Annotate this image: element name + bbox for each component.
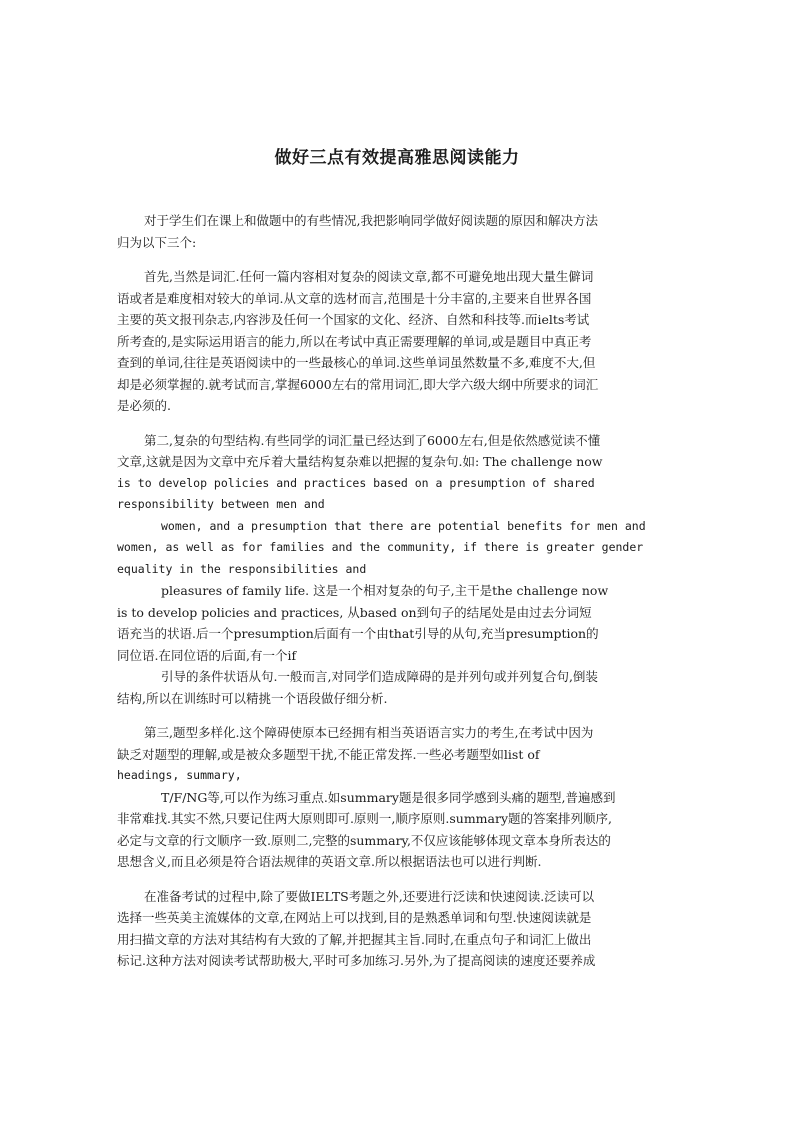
- text-line: is to develop policies and practices, 从based on到句子的结尾处是由过去分词短: [117, 604, 592, 620]
- text-line: 缺乏对题型的理解,或是被众多题型干扰,不能正常发挥.一些必考题型如list of: [117, 746, 540, 762]
- text-line: 是必须的.: [117, 398, 171, 413]
- text-line: 却是必须掌握的.就考试而言,掌握6000左右的常用词汇,即大学六级大纲中所要求的词汇: [117, 376, 599, 392]
- text-line: 所考查的,是实际运用语言的能力,所以在考试中真正需要理解的单词,或是题目中真正考: [117, 333, 592, 349]
- text-line: is to develop policies and practices based on a presumption of shared: [117, 475, 595, 490]
- text-line: 语充当的状语.后一个presumption后面有一个由that引导的从句,充当presumption的: [117, 626, 599, 641]
- text-line: 引导的条件状语从句.一般而言,对同学们造成障碍的是并列句或并列复合句,倒装: [161, 669, 598, 684]
- text-line: 归为以下三个:: [117, 234, 197, 250]
- document-title: 做好三点有效提高雅思阅读能力: [274, 148, 520, 168]
- text-line: 用扫描文章的方法对其结构有大致的了解,并把握其主旨.同时,在重点句子和词汇上做出: [117, 931, 592, 947]
- paragraph-vocabulary: [117, 266, 677, 417]
- paragraph-sentence-structure: [117, 430, 677, 710]
- text-line: headings, summary,: [117, 768, 242, 782]
- text-line: equality in the responsibilities and: [117, 561, 367, 576]
- text-line: 第三,题型多样化.这个障碍使原本已经拥有相当英语语言实力的考生,在考试中因为: [144, 725, 594, 740]
- text-line: 结构,所以在训练时可以精挑一个语段做仔细分析.: [117, 690, 388, 706]
- text-line: 首先,当然是词汇.任何一篇内容相对复杂的阅读文章,都不可避免地出现大量生僻词: [144, 269, 594, 284]
- text-line: 选择一些英美主流媒体的文章,在网站上可以找到,目的是熟悉单词和句型.快速阅读就是: [117, 910, 592, 925]
- paragraph-preparation: [117, 886, 677, 972]
- text-line: T/F/NG等,可以作为练习重点.如summary题是很多同学感到头痛的题型,普遍感到: [161, 789, 616, 805]
- text-line: 同位语.在同位语的后面,有一个if: [117, 647, 297, 663]
- text-line: 必定与文章的行文顺序一致.原则二,完整的summary,不仅应该能够体现文章本身所表达的: [117, 832, 611, 848]
- text-line: 标记.这种方法对阅读考试帮助极大,平时可多加练习.另外,为了提高阅读的速度还要养成: [117, 953, 596, 968]
- text-line: 思想含义,而且必须是符合语法规律的英语文章.所以根据语法也可以进行判断.: [117, 854, 542, 869]
- text-line: 第二,复杂的句型结构.有些同学的词汇量已经达到了6000左右,但是依然感觉读不懂: [144, 432, 601, 448]
- text-line: 对于学生们在课上和做题中的有些情况,我把影响同学做好阅读题的原因和解决方法: [144, 213, 598, 228]
- text-line: 文章,这就是因为文章中充斥着大量结构复杂难以把握的复杂句.如: The challenge now: [117, 454, 603, 469]
- text-line: 主要的英文报刊杂志,内容涉及任何一个国家的文化、经济、自然和科技等.而ielts考试: [117, 312, 590, 327]
- text-line: 在准备考试的过程中,除了要做IELTS考题之外,还要进行泛读和快速阅读.泛读可以: [144, 888, 595, 904]
- text-line: 查到的单词,往往是英语阅读中的一些最核心的单词.这些单词虽然数量不多,难度不大,但: [117, 355, 596, 370]
- text-line: pleasures of family life. 这是一个相对复杂的句子,主干是the challenge now: [161, 583, 609, 598]
- text-line: responsibility between men and: [117, 497, 325, 511]
- text-line: 非常难找.其实不然,只要记住两大原则即可.原则一,顺序原则.summary题的答案排列顺序,: [117, 811, 613, 826]
- text-line: women, as well as for families and the community, if there is greater gender: [117, 540, 644, 554]
- text-line: 语或者是难度相对较大的单词.从文章的选材而言,范围是十分丰富的,主要来自世界各国: [117, 290, 592, 306]
- paragraph-intro: [117, 210, 677, 253]
- paragraph-question-types: [117, 722, 677, 873]
- text-line: women, and a presumption that there are potential benefits for men and: [161, 518, 646, 533]
- document-body: [117, 210, 677, 985]
